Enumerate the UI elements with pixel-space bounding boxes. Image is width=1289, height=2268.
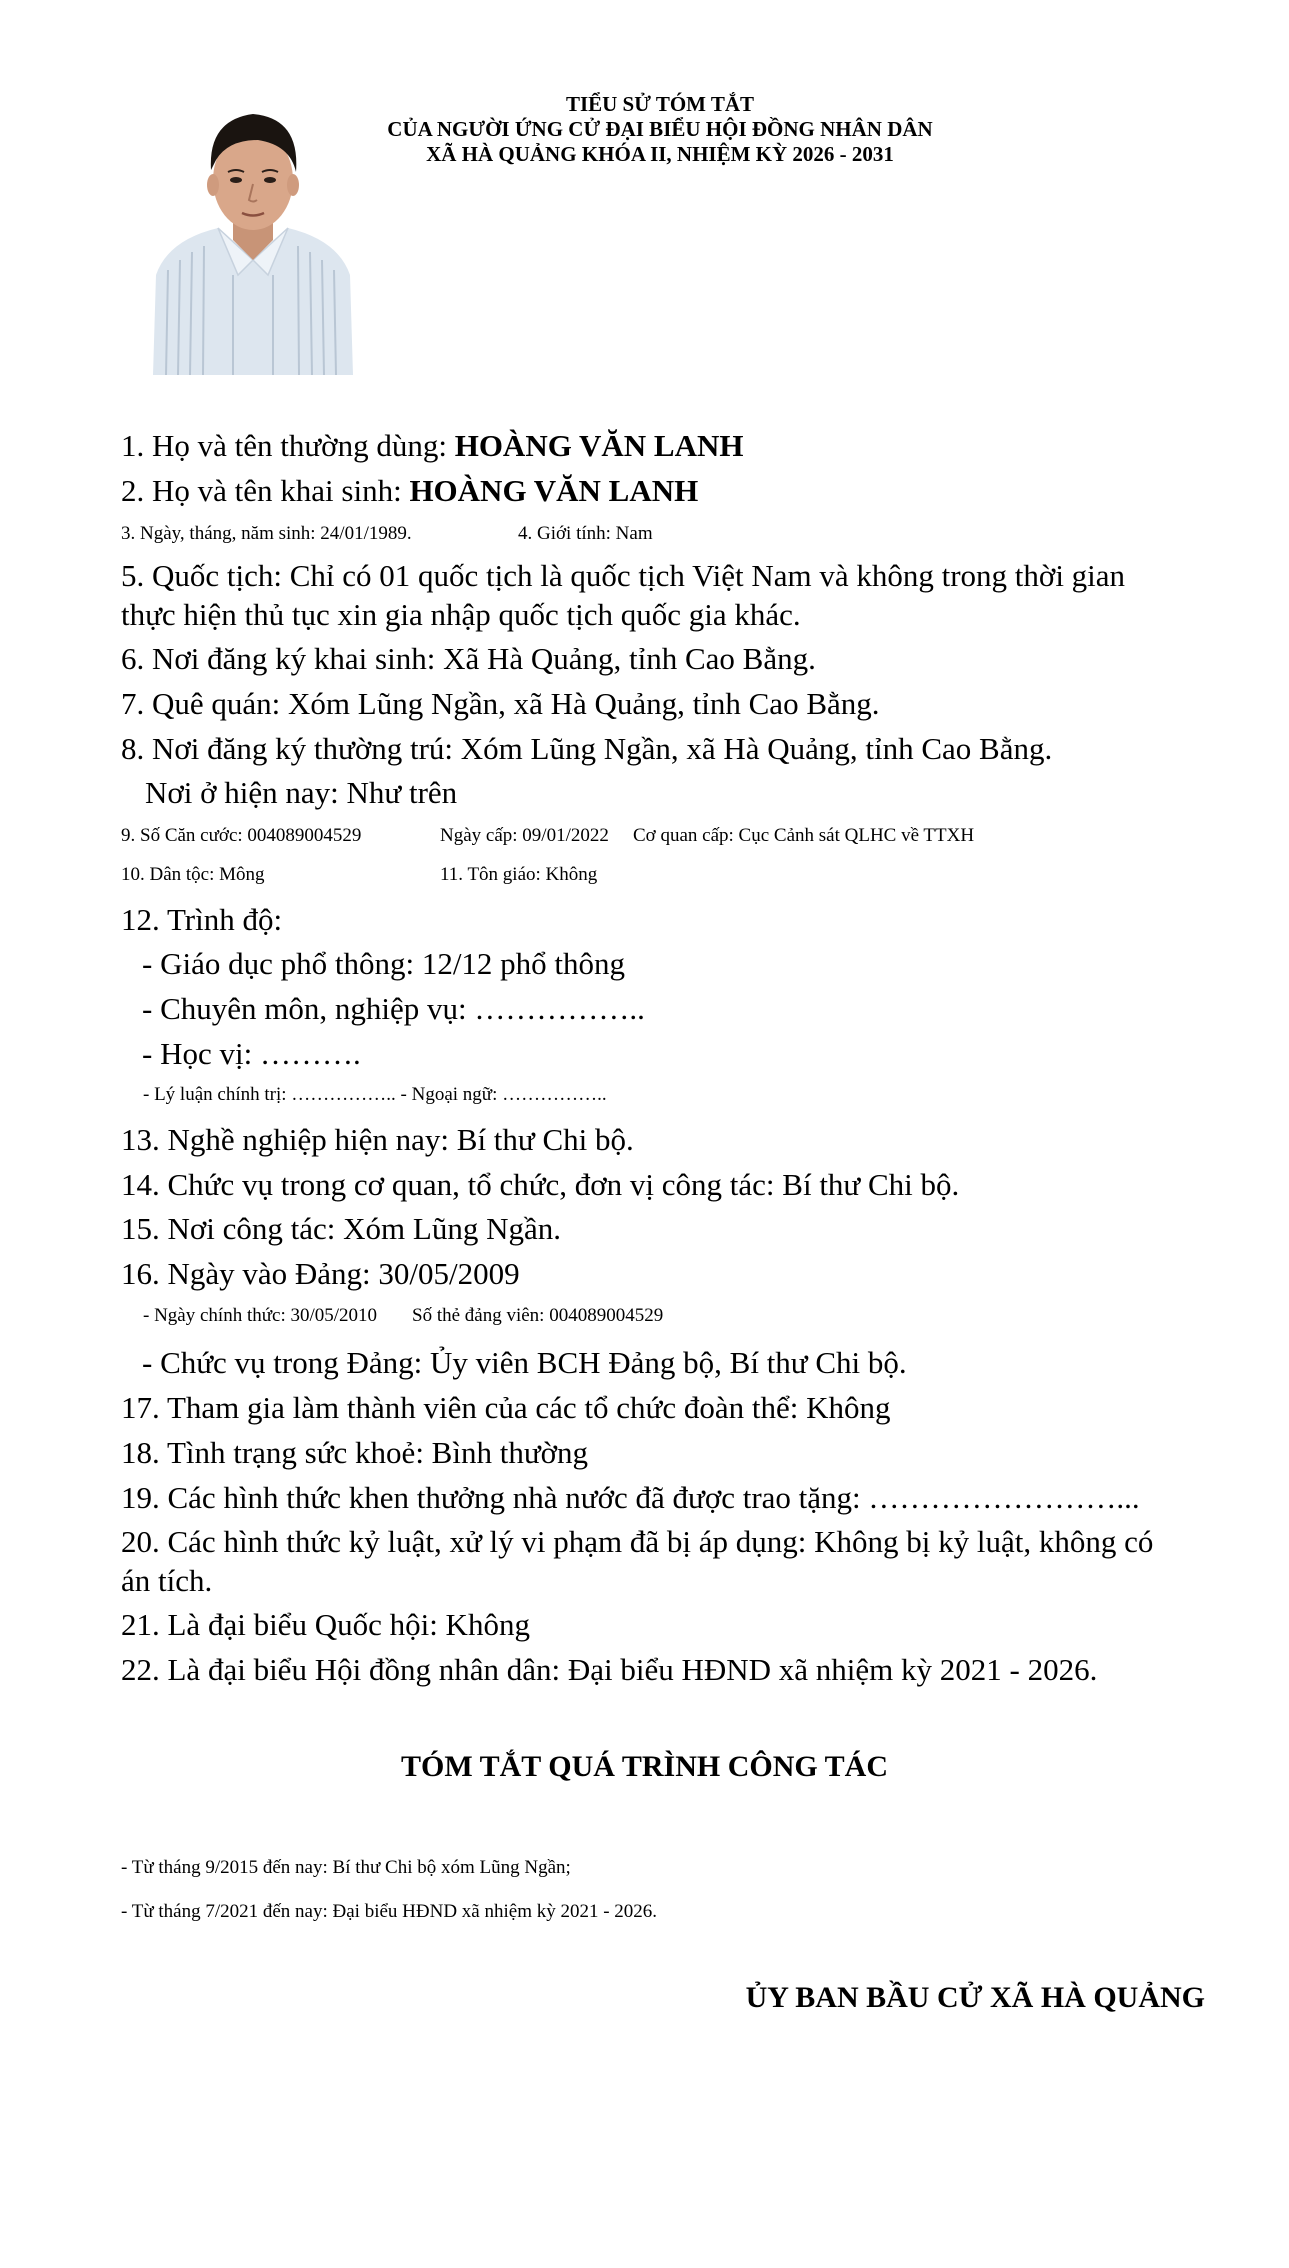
field-national-assembly: 21. Là đại biểu Quốc hội: Không bbox=[121, 1607, 530, 1642]
field-common-name-label: 1. Họ và tên thường dùng: bbox=[121, 428, 455, 463]
field-peoples-council: 22. Là đại biểu Hội đồng nhân dân: Đại biểu HĐND xã nhiệm kỳ 2021 - 2026. bbox=[121, 1652, 1098, 1687]
field-birth-name bbox=[121, 475, 698, 506]
field-political-theory-language: - Lý luận chính trị: …………….. - Ngoại ngữ: …………….. bbox=[143, 1084, 607, 1105]
field-id-issuing-agency: Cơ quan cấp: Cục Cảnh sát QLHC về TTXH bbox=[633, 825, 975, 846]
field-general-education: - Giáo dục phổ thông: 12/12 phổ thông bbox=[142, 946, 626, 981]
field-permanent-residence: 8. Nơi đăng ký thường trú: Xóm Lũng Ngần, xã Hà Quảng, tỉnh Cao Bằng. bbox=[121, 731, 1053, 766]
field-degree: - Học vị: ………. bbox=[142, 1036, 361, 1071]
field-party-join-date: 16. Ngày vào Đảng: 30/05/2009 bbox=[121, 1256, 520, 1291]
field-education: 12. Trình độ: bbox=[121, 902, 283, 937]
field-discipline-line-1: 20. Các hình thức kỷ luật, xử lý vi phạm đã bị áp dụng: Không bị kỷ luật, không có bbox=[121, 1524, 1154, 1559]
field-nationality-line-1: 5. Quốc tịch: Chỉ có 01 quốc tịch là quốc tịch Việt Nam và không trong thời gian bbox=[121, 558, 1126, 593]
work-history-item-1: - Từ tháng 9/2015 đến nay: Bí thư Chi bộ xóm Lũng Ngần; bbox=[121, 1857, 571, 1878]
section-title-work-summary: TÓM TẮT QUÁ TRÌNH CÔNG TÁC bbox=[400, 1750, 889, 1783]
field-common-name bbox=[121, 430, 743, 461]
field-id-number: 9. Số Căn cước: 004089004529 bbox=[121, 825, 362, 846]
field-gender: 4. Giới tính: Nam bbox=[518, 523, 653, 544]
field-health: 18. Tình trạng sức khoẻ: Bình thường bbox=[121, 1435, 589, 1470]
field-occupation: 13. Nghề nghiệp hiện nay: Bí thư Chi bộ. bbox=[121, 1122, 634, 1157]
field-discipline-line-2: án tích. bbox=[121, 1563, 213, 1598]
election-committee-signature: ỦY BAN BẦU CỬ XÃ HÀ QUẢNG bbox=[745, 1981, 1205, 2014]
field-ethnicity: 10. Dân tộc: Mông bbox=[121, 864, 265, 885]
field-position: 14. Chức vụ trong cơ quan, tổ chức, đơn vị công tác: Bí thư Chi bộ. bbox=[121, 1167, 960, 1202]
header-title bbox=[300, 92, 1020, 167]
field-religion: 11. Tôn giáo: Không bbox=[440, 864, 598, 885]
field-party-official-date: - Ngày chính thức: 30/05/2010 bbox=[143, 1305, 378, 1326]
field-date-of-birth: 3. Ngày, tháng, năm sinh: 24/01/1989. bbox=[121, 523, 412, 544]
field-awards: 19. Các hình thức khen thưởng nhà nước đã được trao tặng: ……………………... bbox=[121, 1480, 1140, 1515]
field-birth-name-value: HOÀNG VĂN LANH bbox=[409, 473, 699, 508]
field-specialty: - Chuyên môn, nghiệp vụ: …………….. bbox=[142, 991, 645, 1026]
field-nationality-line-2: thực hiện thủ tục xin gia nhập quốc tịch quốc gia khác. bbox=[121, 597, 801, 632]
field-party-position: - Chức vụ trong Đảng: Ủy viên BCH Đảng bộ, Bí thư Chi bộ. bbox=[142, 1345, 907, 1380]
field-hometown: 7. Quê quán: Xóm Lũng Ngần, xã Hà Quảng, tỉnh Cao Bằng. bbox=[121, 686, 880, 721]
field-workplace: 15. Nơi công tác: Xóm Lũng Ngần. bbox=[121, 1211, 561, 1246]
header-line-3: XÃ HÀ QUẢNG KHÓA II, NHIỆM KỲ 2026 - 2031 bbox=[426, 142, 894, 166]
header-line-1: TIỂU SỬ TÓM TẮT bbox=[565, 92, 755, 116]
field-birth-name-label: 2. Họ và tên khai sinh: bbox=[121, 473, 410, 508]
field-current-residence: Nơi ở hiện nay: Như trên bbox=[145, 775, 458, 810]
field-common-name-value: HOÀNG VĂN LANH bbox=[454, 428, 744, 463]
header-line-2: CỦA NGƯỜI ỨNG CỬ ĐẠI BIỂU HỘI ĐỒNG NHÂN DÂN bbox=[387, 117, 933, 141]
field-birth-registration: 6. Nơi đăng ký khai sinh: Xã Hà Quảng, tỉnh Cao Bằng. bbox=[121, 641, 816, 676]
work-history-item-2: - Từ tháng 7/2021 đến nay: Đại biểu HĐND xã nhiệm kỳ 2021 - 2026. bbox=[121, 1901, 658, 1922]
field-organizations: 17. Tham gia làm thành viên của các tổ chức đoàn thể: Không bbox=[121, 1390, 891, 1425]
field-id-issue-date: Ngày cấp: 09/01/2022 bbox=[440, 825, 609, 846]
field-party-card-number: Số thẻ đảng viên: 004089004529 bbox=[412, 1305, 664, 1326]
